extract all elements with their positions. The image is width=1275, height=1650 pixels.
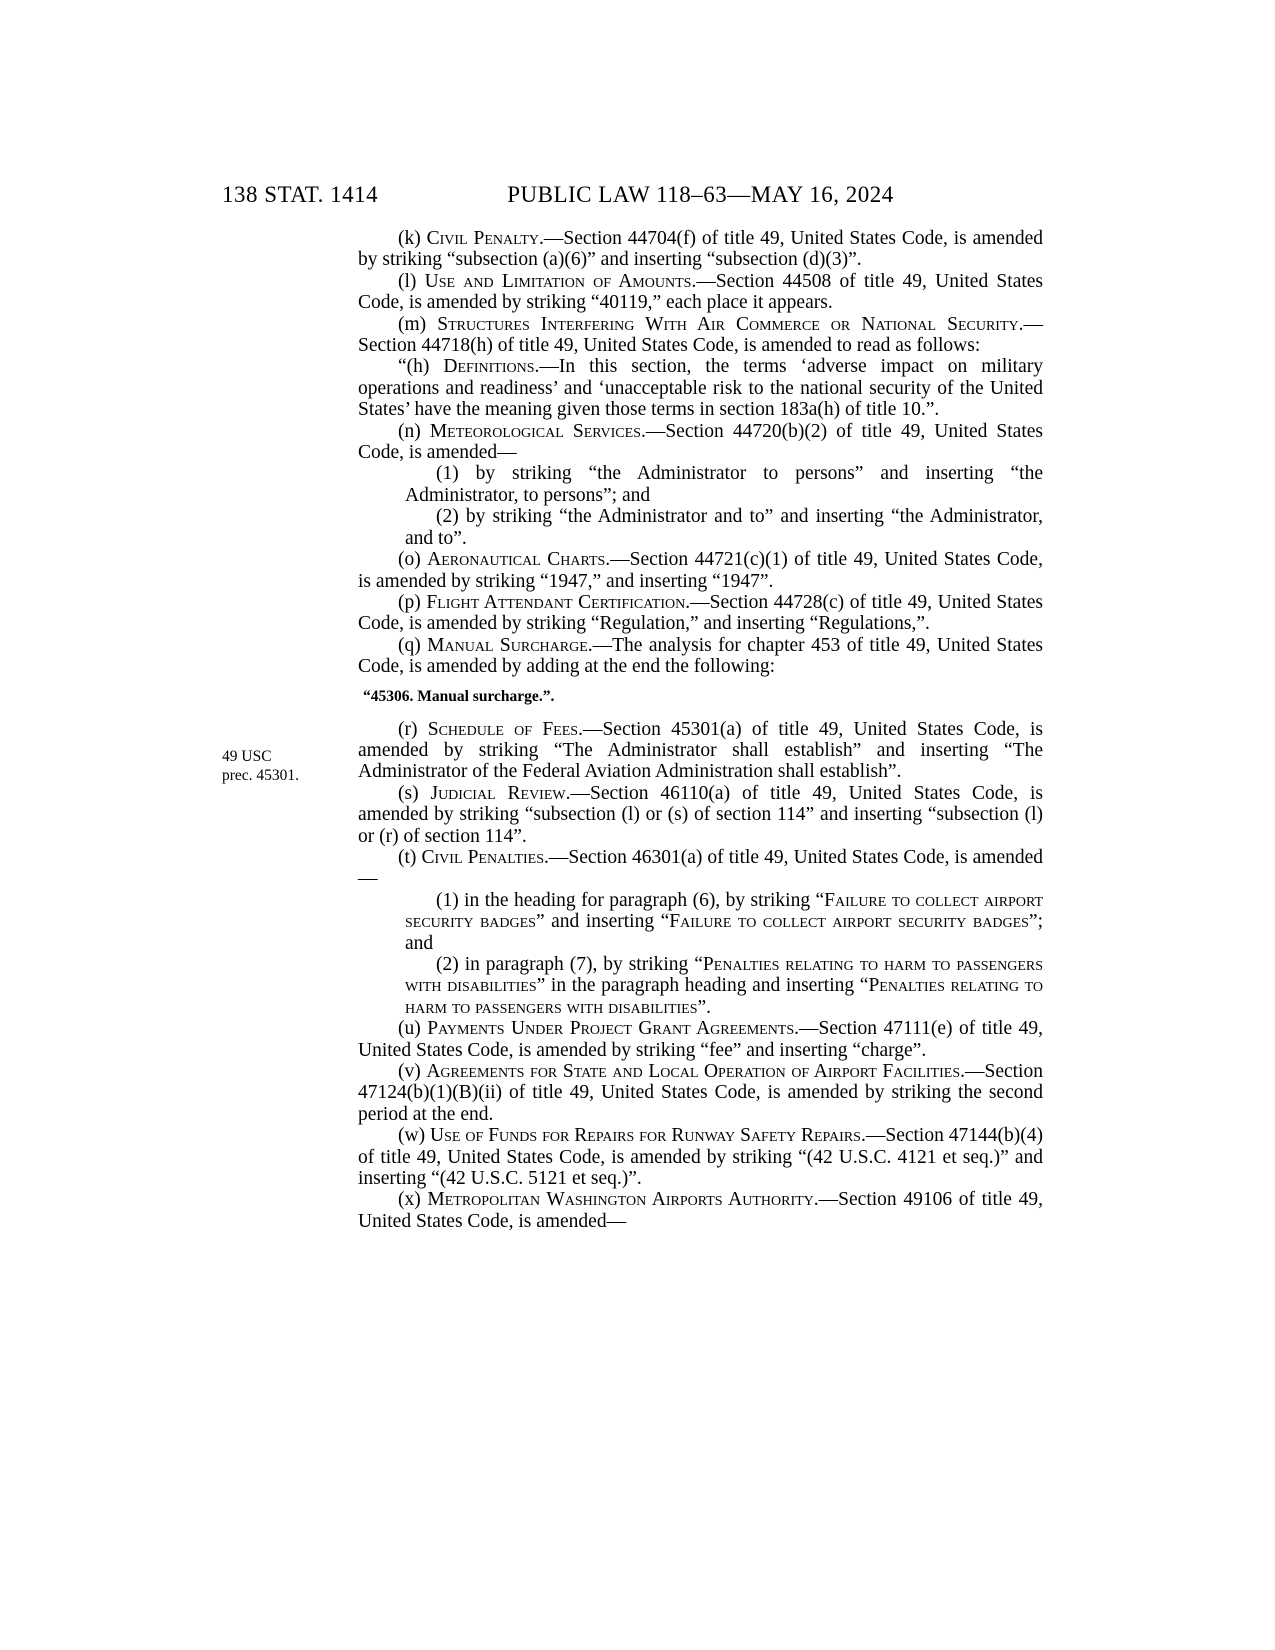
text-run: .—Section 46301(a) of title 49, United States Code, is amended—: [358, 846, 1044, 890]
text-run: .—Section 44720(b)(2) of title 49, United States Code, is amended—: [358, 420, 1043, 464]
statute-paragraph: [358, 783, 1043, 847]
text-run: .—Section 44508 of title 49, United States Code, is amended by striking “40119,” each place it appears.: [358, 270, 1044, 314]
text-run: (r): [398, 718, 428, 740]
statute-paragraph: [358, 1018, 1043, 1061]
public-law-running-head: PUBLIC LAW 118–63—MAY 16, 2024: [507, 182, 894, 207]
text-run: (1) in the heading for paragraph (6), by striking “: [436, 889, 825, 911]
toc-entry: [363, 688, 1043, 706]
text-run: .—In this section, the terms ‘adverse impact on military operations and readiness’ and ‘unacceptable risk to the national security of the United States’ have the meaning given those terms in section 183a(h) of title 10.”.: [358, 356, 1043, 421]
smallcaps-run: Meteorological Services: [429, 420, 641, 442]
smallcaps-run: Use and Limitation of Amounts: [424, 270, 692, 292]
statute-paragraph: [358, 1061, 1043, 1125]
text-run: ” in the paragraph heading and inserting “: [536, 975, 869, 997]
smallcaps-run: Failure to collect airport security badges: [405, 889, 1043, 933]
text-run: .—Section 47144(b)(4) of title 49, United States Code, is amended by striking “(42 U.S.C. 4121 et seq.)” and inserting “(42 U.S.C. 5121 et seq.)”.: [358, 1125, 1043, 1190]
statute-paragraph: [358, 719, 1043, 783]
text-run: (v): [398, 1061, 427, 1083]
text-run: (s): [398, 782, 431, 804]
text-run: .—Section 46110(a) of title 49, United States Code, is amended by striking “subsection (l) or (s) of section 114” and inserting “subsection (l) or (r) of section 114”.: [358, 782, 1043, 847]
text-run: .—Section 47111(e) of title 49, United States Code, is amended by striking “fee” and inserting “charge”.: [358, 1018, 1043, 1061]
smallcaps-run: Penalties relating to harm to passengers with disabilities: [405, 954, 1044, 997]
text-run: .—Section 44728(c) of title 49, United States Code, is amended by striking “Regulation,” and inserting “Regulations,”.: [358, 591, 1043, 635]
margin-note: [222, 747, 352, 785]
statute-paragraph: [358, 228, 1043, 271]
statute-paragraph: [358, 271, 1043, 314]
statute-paragraph: [358, 1125, 1043, 1189]
text-run: (t): [398, 846, 422, 868]
text-run: .—Section 49106 of title 49, United States Code, is amended—: [358, 1189, 1043, 1232]
smallcaps-run: Use of Funds for Repairs for Runway Safety Repairs: [430, 1125, 861, 1147]
text-run: .—Section 47124(b)(1)(B)(ii) of title 49, United States Code, is amended by striking the second period at the end.: [358, 1061, 1043, 1125]
statute-paragraph: [358, 1189, 1043, 1232]
text-run: (2) in paragraph (7), by striking “: [436, 954, 703, 975]
smallcaps-run: Payments Under Project Grant Agreements: [427, 1018, 795, 1040]
smallcaps-run: Judicial Review: [430, 782, 566, 804]
statute-paragraph: [405, 506, 1043, 549]
text-run: ”; and: [405, 911, 1043, 954]
smallcaps-run: Flight Attendant Certification: [426, 591, 686, 613]
smallcaps-run: Definitions: [443, 356, 535, 378]
statute-paragraph: [358, 635, 1043, 678]
text-run: ” and inserting “: [535, 911, 670, 933]
text-run: (q): [398, 634, 428, 656]
text-run: (1) by striking “the Administrator to persons” and inserting “the Administrator, to persons”; and: [405, 463, 1043, 506]
text-run: (m): [398, 313, 438, 335]
body-column: [358, 228, 1043, 1232]
statute-paragraph: [358, 847, 1043, 890]
text-run: (w): [398, 1125, 431, 1147]
text-run: (k): [398, 228, 427, 249]
text-run: .—Section 44721(c)(1) of title 49, United States Code, is amended by striking “1947,” and inserting “1947”.: [358, 549, 1043, 592]
statute-paragraph: [358, 549, 1043, 592]
smallcaps-run: Schedule of Fees: [427, 718, 579, 740]
margin-note-line1: 49 USC: [222, 748, 272, 765]
statute-paragraph: [405, 954, 1043, 1018]
text-run: (n): [398, 420, 430, 442]
smallcaps-run: Penalties relating to harm to passengers with disabilities: [405, 975, 1043, 1018]
statute-paragraph: [358, 421, 1043, 464]
margin-note-line2: prec. 45301.: [222, 767, 300, 784]
smallcaps-run: Failure to collect airport security badges: [669, 911, 1029, 933]
statute-paragraph: [358, 592, 1043, 635]
smallcaps-run: Aeronautical Charts: [427, 549, 606, 571]
smallcaps-run: Civil Penalties: [421, 846, 545, 868]
stat-page-number: 138 STAT. 1414: [222, 182, 379, 207]
text-run: .—Section 44718(h) of title 49, United States Code, is amended to read as follows:: [358, 313, 1043, 357]
text-run: (2) by striking “the Administrator and to” and inserting “the Administrator, and to”.: [405, 506, 1043, 549]
smallcaps-run: Manual Surcharge: [427, 634, 588, 656]
statute-paragraph: [405, 463, 1043, 506]
statute-paragraph: [358, 314, 1043, 357]
smallcaps-run: Metropolitan Washington Airports Authority: [427, 1189, 814, 1211]
text-run: .—Section 44704(f) of title 49, United States Code, is amended by striking “subsection (a)(6)” and inserting “subsection (d)(3)”.: [358, 228, 1043, 271]
text-run: (l): [398, 270, 425, 292]
smallcaps-run: Agreements for State and Local Operation of Airport Facilities: [426, 1061, 961, 1083]
smallcaps-run: Civil Penalty: [426, 228, 540, 249]
text-run: “(h): [398, 356, 444, 378]
statute-paragraph: [405, 890, 1043, 954]
text-run: (p): [398, 591, 427, 613]
text-run: (o): [398, 549, 428, 571]
text-run: “45306. Manual surcharge.”.: [363, 687, 555, 705]
smallcaps-run: Structures Interfering With Air Commerce or National Security: [437, 313, 1019, 335]
text-run: (u): [398, 1018, 428, 1040]
text-run: .—The analysis for chapter 453 of title 49, United States Code, is amended by adding at the end the following:: [358, 634, 1043, 678]
text-run: .—Section 45301(a) of title 49, United States Code, is amended by striking “The Administrator shall establish” and inserting “The Administrator of the Federal Aviation Administration shall establish”.: [358, 718, 1043, 783]
text-run: (x): [398, 1189, 428, 1211]
statute-paragraph: [358, 356, 1043, 420]
text-run: ”.: [697, 996, 712, 1018]
